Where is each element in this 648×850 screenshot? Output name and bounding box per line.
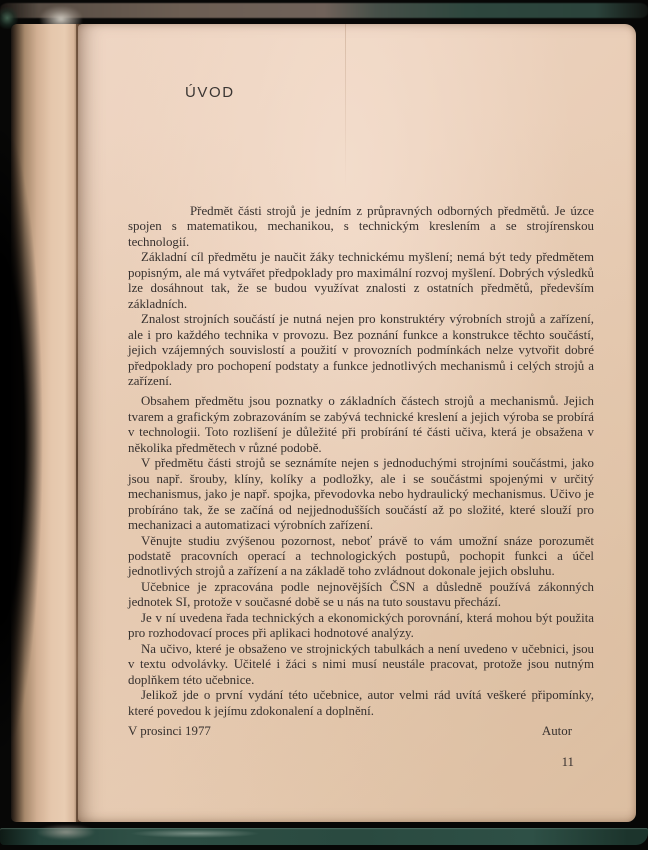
paragraphs	[128, 204, 594, 719]
book-page	[78, 24, 636, 822]
paragraph: Na učivo, které je obsaženo ve strojnických tabulkách a není uvedeno v učebnici, jsou v textu odvolávky. Učitelé i žáci s nimi musí neustále pracovat, protože jsou nutným doplňkem této učebnice.	[128, 641, 594, 687]
paragraph: Znalost strojních součástí je nutná nejen pro konstruktéry výrobních strojů a zařízení, ale i pro každého technika v provozu. Bez poznání funkce a konstrukce těchto součástí, jejich vzájemných souvislostí a použití v provozních podmínkách nelze vytvořit dobré předpoklady pro pochopení podstaty a funkce jednotlivých mechanismů i celých strojů a zařízení.	[128, 312, 594, 388]
paragraph: Učebnice je zpracována podle nejnovějších ČSN a důsledně používá zákonných jednotek SI, protože v současné době se u nás na tuto soustavu přechází.	[128, 579, 594, 610]
paragraph: Základní cíl předmětu je naučit žáky technickému myšlení; nemá být tedy předmětem popisným, ale má vytvářet předpoklady pro maximální rozvoj myšlení. Dobrých výsledků lze dosáhnout tak, že se budou využívat znalosti z ostatních předmětů, především základních.	[128, 250, 594, 311]
cover-highlight	[130, 829, 260, 838]
author-signature: Autor	[541, 724, 572, 738]
page-number: 11	[561, 755, 574, 769]
paragraph: Předmět části strojů je jedním z průpravných odborných předmětů. Je úzce spojen s matematikou, mechanikou, s technickým kreslením a se strojírenskou technologií.	[128, 204, 594, 249]
book-cover-top-edge	[0, 3, 648, 18]
paper-crease	[345, 24, 346, 189]
book-cover-bottom-edge	[0, 828, 648, 845]
chapter-heading: ÚVOD	[185, 84, 235, 101]
gutter-shadow	[0, 24, 64, 822]
paragraph: Obsahem předmětu jsou poznatky o základních částech strojů a mechanismů. Jejich tvarem a grafickým zobrazováním se zabývá technické kreslení a jejich výroba se probírá v technologii. Toto rozlišení je důležité při probírání té části učiva, která je obsažena v několika předmětech v různé podobě.	[128, 394, 594, 455]
footer	[128, 724, 594, 739]
paragraph: Je v ní uvedena řada technických a ekonomických porovnání, která mohou být použita pro rozhodovací proces při aplikaci hodnotové analýzy.	[128, 610, 594, 641]
cover-highlight	[36, 824, 96, 840]
paragraph: V předmětu části strojů se seznámíte nejen s jednoduchými strojními součástmi, jako jsou např. šrouby, klíny, kolíky a podložky, ale i se součástmi spojenými v určitý mechanismus, jako je např. spojka, převodovka nebo hydraulický mechanismus. Učivo je probíráno tak, že se začíná od nejjednodušších součástí až po složité, které slouží pro mechanizaci a automatizaci výrobních zařízení.	[128, 456, 594, 533]
paragraph: Jelikož jde o první vydání této učebnice, autor velmi rád uvítá veškeré připomínky, které povedou k jejímu zdokonalení a doplnění.	[128, 688, 594, 718]
date-line: V prosinci 1977	[128, 724, 211, 738]
paragraph: Věnujte studiu zvýšenou pozornost, neboť právě to vám umožní snáze porozumět podstatě pracovních operací a technologických postupů, pochopit funkci a účel jednotlivých strojů a zařízení a na základě toho zvládnout dokonale jejich obsluhu.	[128, 533, 594, 579]
